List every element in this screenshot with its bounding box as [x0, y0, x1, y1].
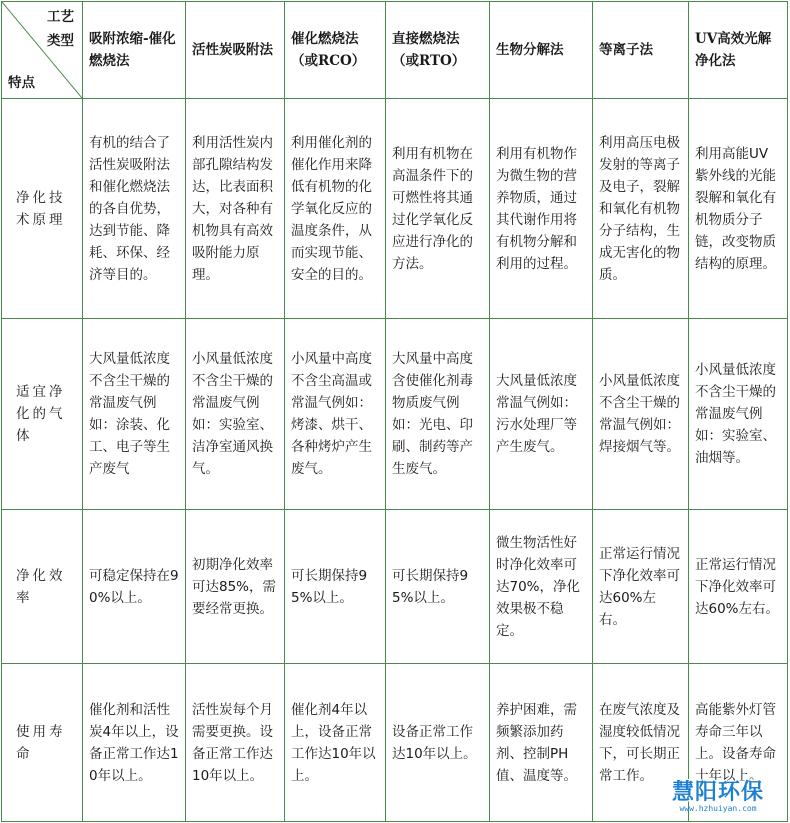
table-cell: 利用催化剂的催化作用来降低有机物的化学氧化反应的温度条件，从而实现节能、安全的目的。 [285, 99, 386, 319]
table-cell: 小风量中高度不含尘高温或常温气例如：烤漆、烘干、各种烤炉产生废气。 [285, 319, 386, 510]
table-cell: 催化剂4年以上，设备正常工作达10年以上。 [285, 664, 386, 822]
table-cell: 大风量中高度含使催化剂毒物质废气例如：光电、印刷、制药等产生废气。 [386, 319, 490, 510]
table-cell: 有机的结合了活性炭吸附法和催化燃烧法的各自优势，达到节能、降耗、环保、经济等目的。 [83, 99, 186, 319]
table-cell: 正常运行情况下净化效率可达60%左右。 [689, 510, 788, 664]
corner-header-cell [2, 2, 83, 99]
table-cell: 小风量低浓度不含尘干燥的常温废气例如：实验室、油烟等。 [689, 319, 788, 510]
table-cell: 可长期保持95%以上。 [386, 510, 490, 664]
table-cell: 利用有机物作为微生物的营养物质，通过其代谢作用将有机物分解和利用的过程。 [490, 99, 593, 319]
corner-label-feature: 特点 [8, 75, 35, 91]
table-row [2, 319, 788, 510]
table-cell: 高能紫外灯管寿命三年以上。设备寿命十年以上。 [689, 664, 788, 822]
table-cell: 正常运行情况下净化效率可达60%左右。 [593, 510, 689, 664]
table-cell: 在废气浓度及湿度较低情况下，可长期正常工作。 [593, 664, 689, 822]
corner-label-type: 类型 [47, 33, 74, 49]
table-cell: 初期净化效率可达85%，需要经常更换。 [186, 510, 285, 664]
row-header: 使用寿命 [2, 664, 83, 822]
table-cell: 小风量低浓度不含尘干燥的常温气例如：焊接烟气等。 [593, 319, 689, 510]
row-header: 适宜净化的气体 [2, 319, 83, 510]
column-header: UV高效光解净化法 [689, 2, 788, 99]
brand-watermark [672, 775, 764, 813]
table-cell: 催化剂和活性炭4年以上，设备正常工作达10年以上。 [83, 664, 186, 822]
table-cell: 利用高压电极发射的等离子及电子，裂解和氧化有机物分子结构，生成无害化的物质。 [593, 99, 689, 319]
table-cell: 利用活性炭内部孔隙结构发达，比表面积大，对各种有机物具有高效吸附能力原理。 [186, 99, 285, 319]
corner-label-process: 工艺 [47, 9, 74, 25]
watermark-url: www.hzhuiyan.com [679, 804, 757, 813]
column-header: 活性炭吸附法 [186, 2, 285, 99]
row-header: 净化效率 [2, 510, 83, 664]
table-cell: 设备正常工作达10年以上。 [386, 664, 490, 822]
table-cell: 大风量低浓度常温气例如：污水处理厂等产生废气。 [490, 319, 593, 510]
table-cell: 利用高能UV紫外线的光能裂解和氧化有机物质分子链，改变物质结构的原理。 [689, 99, 788, 319]
header-row [2, 2, 788, 99]
table-cell: 微生物活性好时净化效率可达70%，净化效果极不稳定。 [490, 510, 593, 664]
table-row [2, 99, 788, 319]
column-header: 生物分解法 [490, 2, 593, 99]
comparison-table [1, 1, 788, 822]
table-row [2, 510, 788, 664]
row-header: 净化技术原理 [2, 99, 83, 319]
table-cell: 小风量低浓度不含尘干燥的常温废气例如：实验室、洁净室通风换气。 [186, 319, 285, 510]
column-header: 吸附浓缩-催化燃烧法 [83, 2, 186, 99]
table-cell: 可长期保持95%以上。 [285, 510, 386, 664]
column-header: 直接燃烧法（或RTO） [386, 2, 490, 99]
table-cell: 活性炭每个月需要更换。设备正常工作达10年以上。 [186, 664, 285, 822]
table-cell: 可稳定保持在90%以上。 [83, 510, 186, 664]
table-row [2, 664, 788, 822]
column-header: 等离子法 [593, 2, 689, 99]
column-header: 催化燃烧法（或RCO） [285, 2, 386, 99]
table-cell: 利用有机物在高温条件下的可燃性将其通过化学氧化反应进行净化的方法。 [386, 99, 490, 319]
table-cell: 养护困难，需频繁添加药剂、控制PH值、温度等。 [490, 664, 593, 822]
watermark-logo-text: 慧阳环保 [671, 780, 764, 805]
table-cell: 大风量低浓度不含尘干燥的常温废气例如：涂装、化工、电子等生产废气 [83, 319, 186, 510]
